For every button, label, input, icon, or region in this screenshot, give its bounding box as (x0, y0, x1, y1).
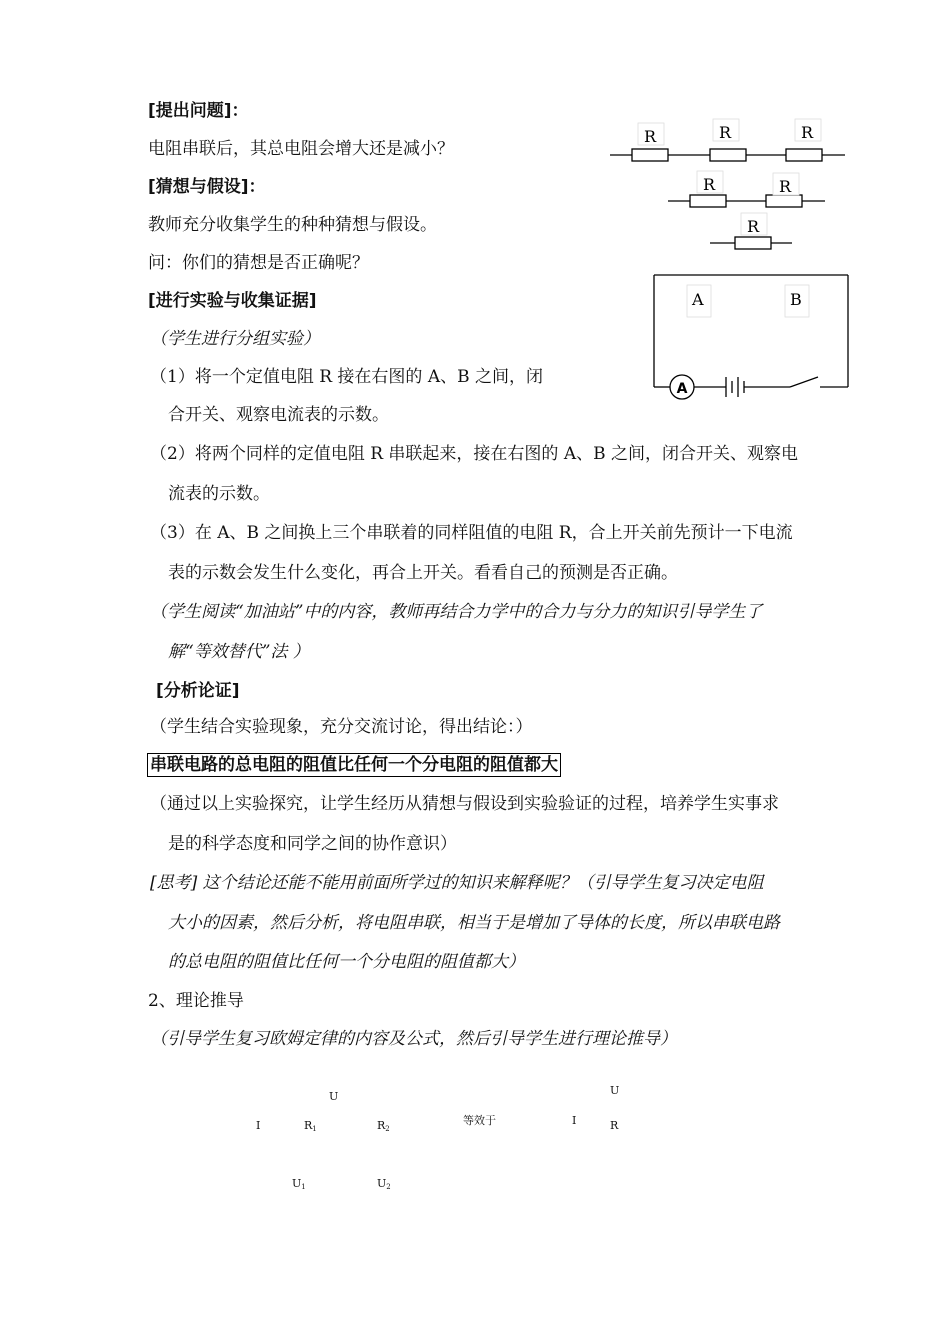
text-line: 大小的因素，然后分析，将电阻串联，相当于是增加了导体的长度，所以串联电路 (168, 913, 780, 933)
text-line: 电阻串联后，其总电阻会增大还是减小？ (148, 139, 454, 159)
label-u-right: U (610, 1084, 620, 1097)
label-i-right: I (572, 1114, 577, 1127)
heading-analysis: [分析论证] (156, 681, 240, 701)
text-line: 合开关、观察电流表的示数。 (168, 405, 389, 425)
label-u1: $U_1$ (292, 1177, 306, 1191)
conclusion-box: 串联电路的总电阻的阻值比任何一个分电阻的阻值都大 (147, 753, 561, 777)
resistor-label: R (703, 175, 716, 194)
text-line: （学生进行分组实验） (150, 329, 320, 349)
heading-experiment: [进行实验与收集证据] (148, 291, 317, 311)
text-line: 的总电阻的阻值比任何一个分电阻的阻值都大） (168, 952, 525, 972)
text-line: 流表的示数。 (168, 484, 270, 504)
resistor-label: R (801, 123, 814, 142)
section-heading: 2、理论推导 (148, 991, 244, 1011)
text-line: （2）将两个同样的定值电阻 R 串联起来，接在右图的 A、B 之间，闭合开关、观察电 (150, 444, 798, 464)
text-line: 解“等效替代”法 ） (168, 642, 310, 662)
label-equivalent: 等效于 (463, 1114, 496, 1127)
label-r-right: R (610, 1119, 619, 1132)
text-line: 教师充分收集学生的种种猜想与假设。 (148, 215, 437, 235)
resistor-label: R (747, 217, 760, 236)
text-line: （3）在 A、B 之间换上三个串联着的同样阻值的电阻 R，合上开关前先预计一下电流 (150, 523, 793, 543)
heading-question: [提出问题]： (148, 101, 249, 121)
circuit-diagram (640, 265, 860, 405)
text-line: （1）将一个定值电阻 R 接在右图的 A、B 之间，闭 (150, 367, 543, 387)
text-line: [思考] 这个结论还能不能用前面所学过的知识来解释呢？（引导学生复习决定电阻 (150, 873, 764, 893)
text-line: （学生阅读“加油站”中的内容，教师再结合力学中的合力与分力的知识引导学生了 (150, 602, 763, 622)
resistor-label: R (644, 127, 657, 146)
text-line: 问：你们的猜想是否正确呢？ (148, 253, 369, 273)
label-r1: $R_1$ (304, 1119, 317, 1133)
label-u2: $U_2$ (377, 1177, 391, 1191)
terminal-a-label: A (692, 290, 704, 309)
heading-hypothesis: [猜想与假设]： (148, 177, 266, 197)
resistor-series-diagram (600, 115, 860, 265)
label-r2: $R_2$ (377, 1119, 390, 1133)
text-line: 表的示数会发生什么变化，再合上开关。看看自己的预测是否正确。 (168, 563, 678, 583)
text-line: （通过以上实验探究，让学生经历从猜想与假设到实验验证的过程，培养学生实事求 (150, 794, 779, 814)
resistor-label: R (719, 123, 732, 142)
text-line: （学生结合实验现象，充分交流讨论，得出结论：） (150, 717, 533, 737)
text-line: （引导学生复习欧姆定律的内容及公式，然后引导学生进行理论推导） (150, 1029, 677, 1049)
label-u: U (329, 1090, 339, 1103)
text-line: 是的科学态度和同学之间的协作意识） (168, 834, 457, 854)
resistor-label: R (779, 177, 792, 196)
terminal-b-label: B (790, 290, 802, 309)
label-i: I (256, 1119, 261, 1132)
ammeter-icon: A (676, 381, 688, 397)
